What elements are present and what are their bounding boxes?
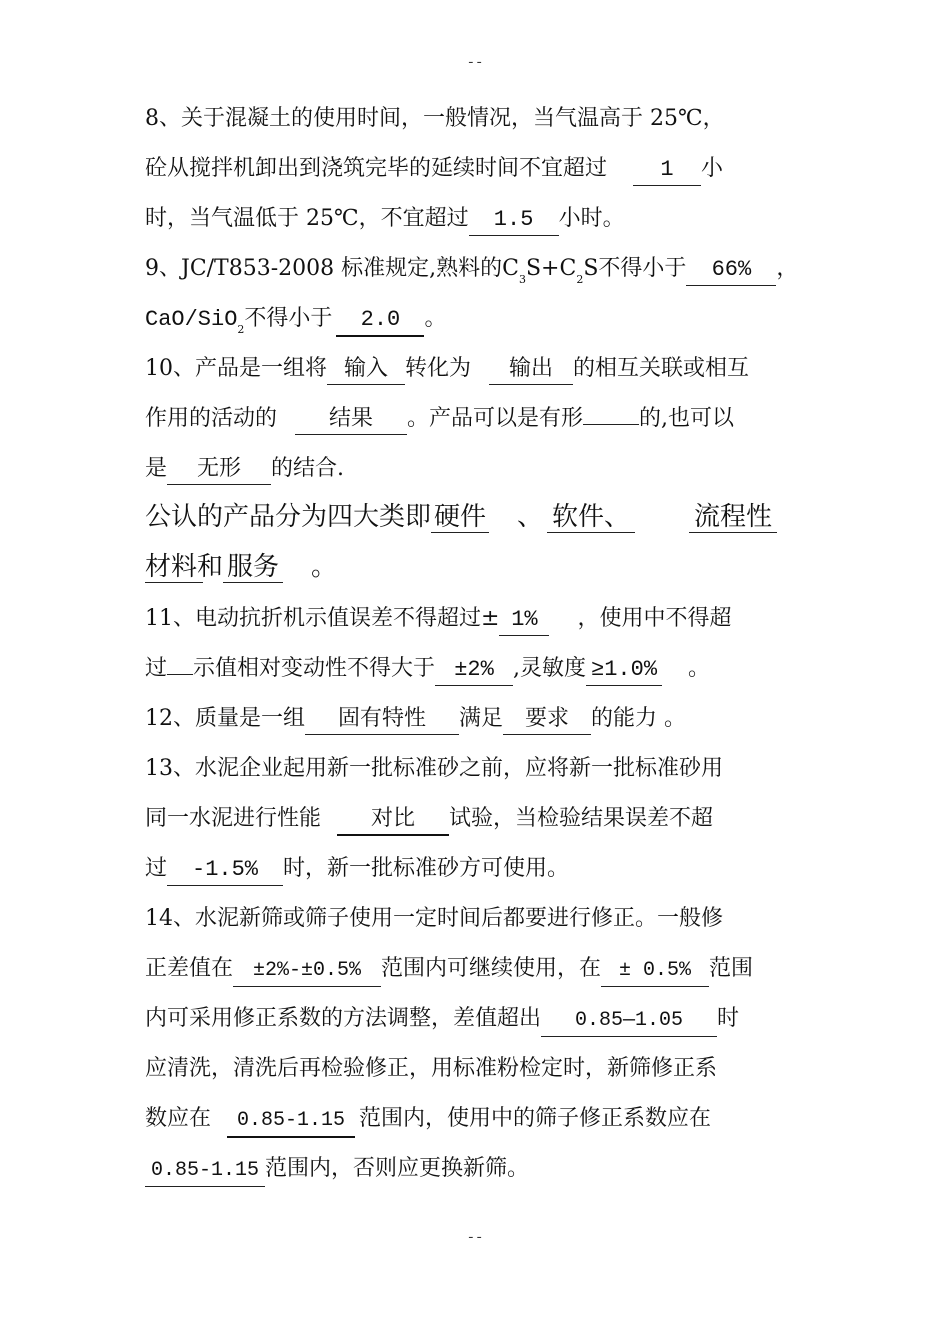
q9-text: 不得小于 <box>244 306 333 331</box>
q13-text: 13、水泥企业起用新一批标准砂之前，应将新一批标准砂用 <box>145 756 723 781</box>
q14-answer-3: 0.85—1.05 <box>541 1006 717 1037</box>
q10-answer-output: 输出 <box>489 354 573 385</box>
q11-answer-2: ±2% <box>435 655 513 686</box>
q10-line-5 <box>145 552 815 583</box>
q14-line-5 <box>145 1104 815 1138</box>
q12-answer-2: 要求 <box>503 704 591 735</box>
q13-text: 同一水泥进行性能 <box>145 806 322 831</box>
q13-line-2 <box>145 804 815 836</box>
q14-text: 应清洗，清洗后再检验修正，用标准粉检定时，新筛修正系 <box>145 1056 718 1081</box>
q10-answer-result: 结果 <box>295 404 407 435</box>
q9-formula: S <box>583 256 599 281</box>
q8-answer-1: 1 <box>633 155 701 186</box>
q8-line-1 <box>145 104 815 134</box>
q10-line-4 <box>145 502 815 533</box>
q13-answer-2: -1.5% <box>167 855 283 886</box>
q10-text: 是 <box>145 456 168 481</box>
q14-answer-1: ±2%-±0.5% <box>233 956 381 987</box>
q11-text: 过 <box>145 656 168 681</box>
q12-answer-1: 固有特性 <box>305 704 459 735</box>
q13-text: 试验，当检验结果误差不超 <box>449 806 714 831</box>
q10-text: 。 <box>311 552 338 582</box>
q10-answer-materials <box>145 552 224 583</box>
q13-answer-1: 对比 <box>337 804 449 836</box>
q10-answer-service: 服务 <box>223 552 283 583</box>
q11-answer-1: 1% <box>499 605 549 636</box>
q13-line-3 <box>145 854 815 886</box>
q12-text: 的能力 。 <box>591 706 687 731</box>
q8-text: 小 <box>701 156 724 181</box>
q14-text: 14、水泥新筛或筛子使用一定时间后都要进行修正。一般修 <box>145 906 723 931</box>
q8-line-2 <box>145 154 815 186</box>
q11-line-1 <box>145 604 815 636</box>
q9-answer-2: 2.0 <box>336 305 424 337</box>
q10-answer-input: 输入 <box>327 354 405 385</box>
q14-answer-2: ± 0.5% <box>601 956 709 987</box>
q14-text: 时 <box>717 1006 740 1031</box>
q14-line-2 <box>145 954 815 987</box>
q13-line-1 <box>145 754 815 784</box>
q9-text: 。 <box>424 306 447 331</box>
q14-text: 内可采用修正系数的方法调整，差值超出 <box>145 1006 542 1031</box>
q14-answer-4: 0.85-1.15 <box>227 1106 355 1138</box>
q14-line-3 <box>145 1004 815 1037</box>
q9-subscript: 2 <box>237 323 245 336</box>
q14-text: 范围内，使用中的筛子修正系数应在 <box>359 1106 712 1131</box>
q10-answer-intangible: 无形 <box>167 454 271 485</box>
q11-text: ，使用中不得超 <box>577 606 732 631</box>
q9-subscript: 3 <box>518 273 526 286</box>
q9-formula: CaO/SiO <box>145 307 238 332</box>
q10-text: 材料和 <box>145 552 224 582</box>
q12-text: 12、质量是一组 <box>145 706 305 731</box>
q13-text: 时，新一批标准砂方可使用。 <box>283 856 570 881</box>
q14-line-1 <box>145 904 815 934</box>
q11-text: ,灵敏度 <box>513 656 587 681</box>
q8-text: 砼从搅拌机卸出到浇筑完毕的延续时间不宜超过 <box>145 156 608 181</box>
q8-answer-2: 1.5 <box>469 205 559 236</box>
q14-text: 数应在 <box>145 1106 212 1131</box>
q9-line-1 <box>145 254 815 295</box>
q10-text: 。产品可以是有形 <box>407 406 584 431</box>
q14-text: 正差值在 <box>145 956 234 981</box>
q10-text: 、 <box>517 502 544 532</box>
q13-text: 过 <box>145 856 168 881</box>
q10-blank <box>583 424 639 425</box>
q10-answer-software: 软件、 <box>547 502 635 533</box>
q10-text: 作用的活动的 <box>145 406 278 431</box>
q11-answer-3: ≥1.0% <box>586 655 662 686</box>
q8-text: 时，当气温低于 25℃，不宜超过 <box>145 206 469 231</box>
q10-answer-hardware: 硬件 <box>431 502 489 533</box>
q8-text: 8、关于混凝土的使用时间，一般情况，当气温高于 25℃， <box>145 106 725 131</box>
q14-text: 范围 <box>709 956 754 981</box>
q10-text: 的相互关联或相互 <box>573 356 750 381</box>
q14-text: 范围内可继续使用，在 <box>381 956 602 981</box>
q14-answer-5: 0.85-1.15 <box>145 1156 265 1187</box>
q9-subscript: 2 <box>576 273 584 286</box>
q14-text: 范围内，否则应更换新筛。 <box>265 1156 530 1181</box>
q8-line-3 <box>145 204 815 236</box>
q14-line-4 <box>145 1054 815 1084</box>
q8-text: 小时。 <box>558 206 625 231</box>
q11-text: 示值相对变动性不得大于 <box>193 656 436 681</box>
q11-blank <box>167 674 193 675</box>
q10-text: 公认的产品分为四大类即 <box>145 502 432 532</box>
q10-text: 10、产品是一组将 <box>145 356 327 381</box>
q9-text: 9、JC/T853-2008 标准规定,熟料的 <box>145 256 503 281</box>
q10-line-3 <box>145 454 815 485</box>
q10-line-2 <box>145 404 815 435</box>
header-mark: -- <box>466 55 484 71</box>
q10-text: 的,也可以 <box>639 406 735 431</box>
footer-mark: -- <box>466 1230 484 1246</box>
q9-text: ， <box>776 256 799 281</box>
q9-answer-1: 66% <box>686 255 776 286</box>
q9-formula: S+C <box>525 256 577 281</box>
q10-text: 的结合. <box>271 456 345 481</box>
q11-text: 11、电动抗折机示值误差不得超过± <box>145 606 500 631</box>
q10-answer-processed: 流程性 <box>689 502 777 533</box>
q10-text: 转化为 <box>405 356 472 381</box>
q12-line-1 <box>145 704 815 735</box>
q12-text: 满足 <box>459 706 504 731</box>
q11-text: 。 <box>688 656 711 681</box>
q11-line-2 <box>145 654 815 686</box>
q9-text: 不得小于 <box>598 256 687 281</box>
q10-line-1 <box>145 354 815 385</box>
q14-line-6 <box>145 1154 815 1187</box>
q9-line-2 <box>145 304 815 345</box>
q9-formula: C <box>502 256 519 281</box>
